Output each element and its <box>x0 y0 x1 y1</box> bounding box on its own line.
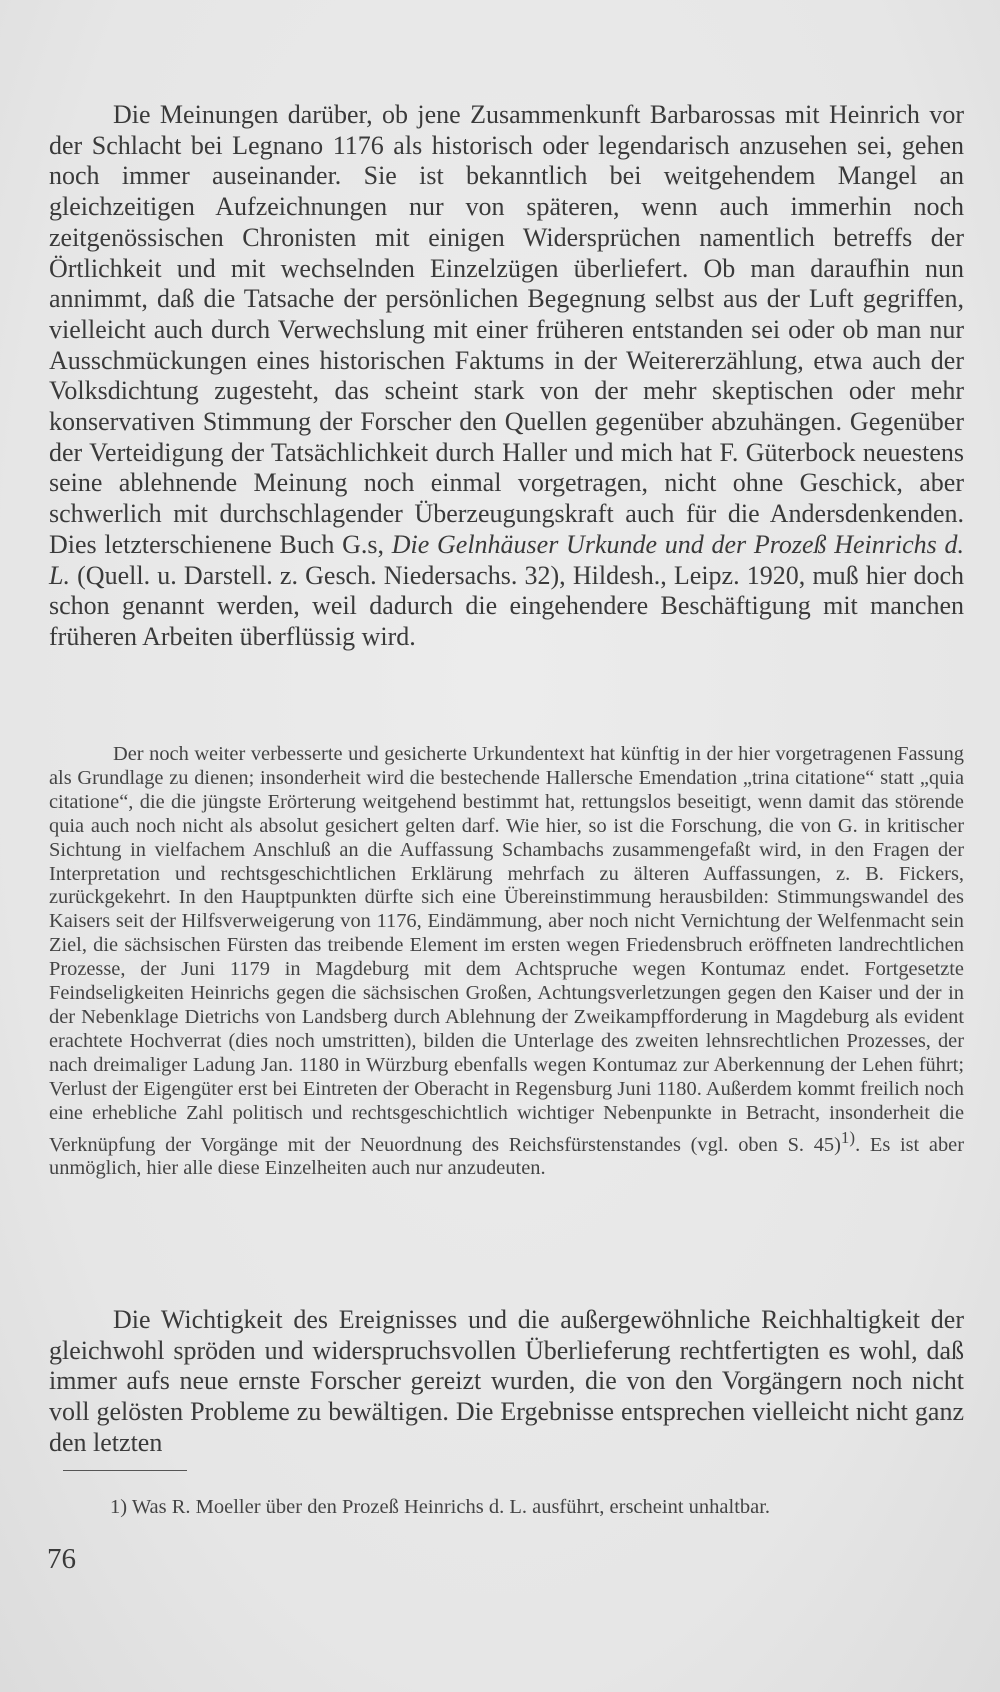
small-paragraph <box>49 743 964 1181</box>
paragraph-1-text-a: Die Meinungen darüber, ob jene Zusammenkunft Barbarossas mit Heinrich vor der Schlacht bei Legnano 1176 als historisch oder legendarisch anzusehen sei, gehen noch immer auseinander. Sie ist bekanntlich bei weitgehendem Mangel an gleichzeitigen Aufzeichnungen nur von späteren, wenn auch immerhin noch zeitgenössischen Chronisten mit einigen Widersprüchen namentlich betreffs der Örtlichkeit und mit wechselnden Einzelzügen überliefert. Ob man daraufhin nun annimmt, daß die Tatsache der persönlichen Begegnung selbst aus der Luft gegriffen, vielleicht auch durch Verwechslung mit einer früheren entstanden sei oder ob man nur Ausschmückungen eines historischen Faktums in der Weitererzählung, etwa auch der Volksdichtung zugesteht, das scheint stark von der mehr skeptischen oder mehr konservativen Stimmung der Forscher den Quellen gegenüber abzuhängen. Gegenüber der Verteidigung der Tatsächlichkeit durch Haller und mich hat F. Güterbock neuestens seine ablehnende Meinung noch einmal vorgetragen, nicht ohne Geschick, aber schwerlich mit durchschlagender Überzeugungskraft auch für die Andersdenkenden. Dies letzterschienene Buch G.s, <box>49 100 964 559</box>
paragraph-1 <box>49 100 964 653</box>
paragraph-2: Die Wichtigkeit des Ereignisses und die außergewöhnliche Reichhaltigkeit der gleichwohl spröden und widerspruchsvollen Überlieferung rechtfertigten es wohl, daß immer aufs neue ernste Forscher gereizt wurden, die von den Vorgängern noch nicht voll gelösten Probleme zu bewältigen. Die Ergebnisse entsprechen vielleicht nicht ganz den letzten <box>49 1305 964 1457</box>
second-paragraph <box>49 1305 964 1459</box>
page-number: 76 <box>47 1543 76 1575</box>
footnote-reference-number: 1 <box>840 1127 850 1147</box>
book-title: Die Gelnhäuser Urkunde und der Prozeß Heinrichs d. L. <box>49 529 964 590</box>
small-print-paragraph <box>49 743 964 1181</box>
small-paragraph-text-b: . Es ist aber unmöglich, hier alle diese Einzelheiten auch nur anzudeuten. <box>49 1133 964 1180</box>
paragraph-1-text-b: (Quell. u. Darstell. z. Gesch. Niedersachs. 32), Hildesh., Leipz. 1920, muß hier doch schon genannt werden, weil dadurch die eingehendere Beschäftigung mit manchen früheren Arbeiten überflüssig wird. <box>49 560 964 651</box>
footnote-reference: 1) <box>840 1127 856 1147</box>
footnote-divider <box>63 1470 187 1471</box>
main-paragraph <box>49 100 964 653</box>
small-paragraph-text-a: Der noch weiter verbesserte und gesicherte Urkundentext hat künftig in der hier vorgetragenen Fassung als Grundlage zu dienen; insonderheit wird die bestechende Hallersche Emendation „trina citatione“ statt „quia citatione“, die die jüngste Erörterung weitgehend bestimmt hat, rettungslos beseitigt, wenn damit das störende quia auch noch nicht als absolut gesichert gelten darf. Wie hier, so ist die Forschung, die von G. in kritischer Sichtung in vielfachem Anschluß an die Auffassung Schambachs zusammengefaßt wird, in den Fragen der Interpretation und rechtsgeschichtlichen Erklärung mehrfach zu älteren Auffassungen, z. B. Fickers, zurückgekehrt. In den Hauptpunkten dürfte sich eine Übereinstimmung herausbilden: Stimmungswandel des Kaisers seit der Hilfsverweigerung von 1176, Eindämmung, aber noch nicht Vernichtung der Welfenmacht sein Ziel, die sächsischen Fürsten das treibende Element im ersten wegen Friedensbruch eröffneten landrechtlichen Prozesse, der Juni 1179 in Magdeburg mit dem Achtspruche wegen Kontumaz endet. Fortgesetzte Feindseligkeiten Heinrichs gegen die sächsischen Großen, Achtungsverletzungen gegen den Kaiser und der in der Nebenklage Dietrichs von Landsberg durch Ablehnung der Zweikampfforderung in Magdeburg als evident erachtete Hochverrat (dies noch umstritten), bilden die Unterlage des zweiten lehnsrechtlichen Prozesses, der nach dreimaliger Ladung Jan. 1180 in Würzburg ebenfalls wegen Kontumaz zur Aberkennung der Lehen führt; Verlust der Eigengüter erst bei Eintreten der Oberacht in Regensburg Juni 1180. Außerdem kommt freilich noch eine erhebliche Zahl politisch und rechtsgeschichtlich wichtiger Nebenpunkte in Betracht, insonderheit die Verknüpfung der Vorgänge mit der Neuordnung des Reichsfürstenstandes (vgl. oben S. 45) <box>49 743 964 1156</box>
footnote: 1) Was R. Moeller über den Prozeß Heinrichs d. L. ausführt, erscheint unhaltbar. <box>110 1496 771 1518</box>
